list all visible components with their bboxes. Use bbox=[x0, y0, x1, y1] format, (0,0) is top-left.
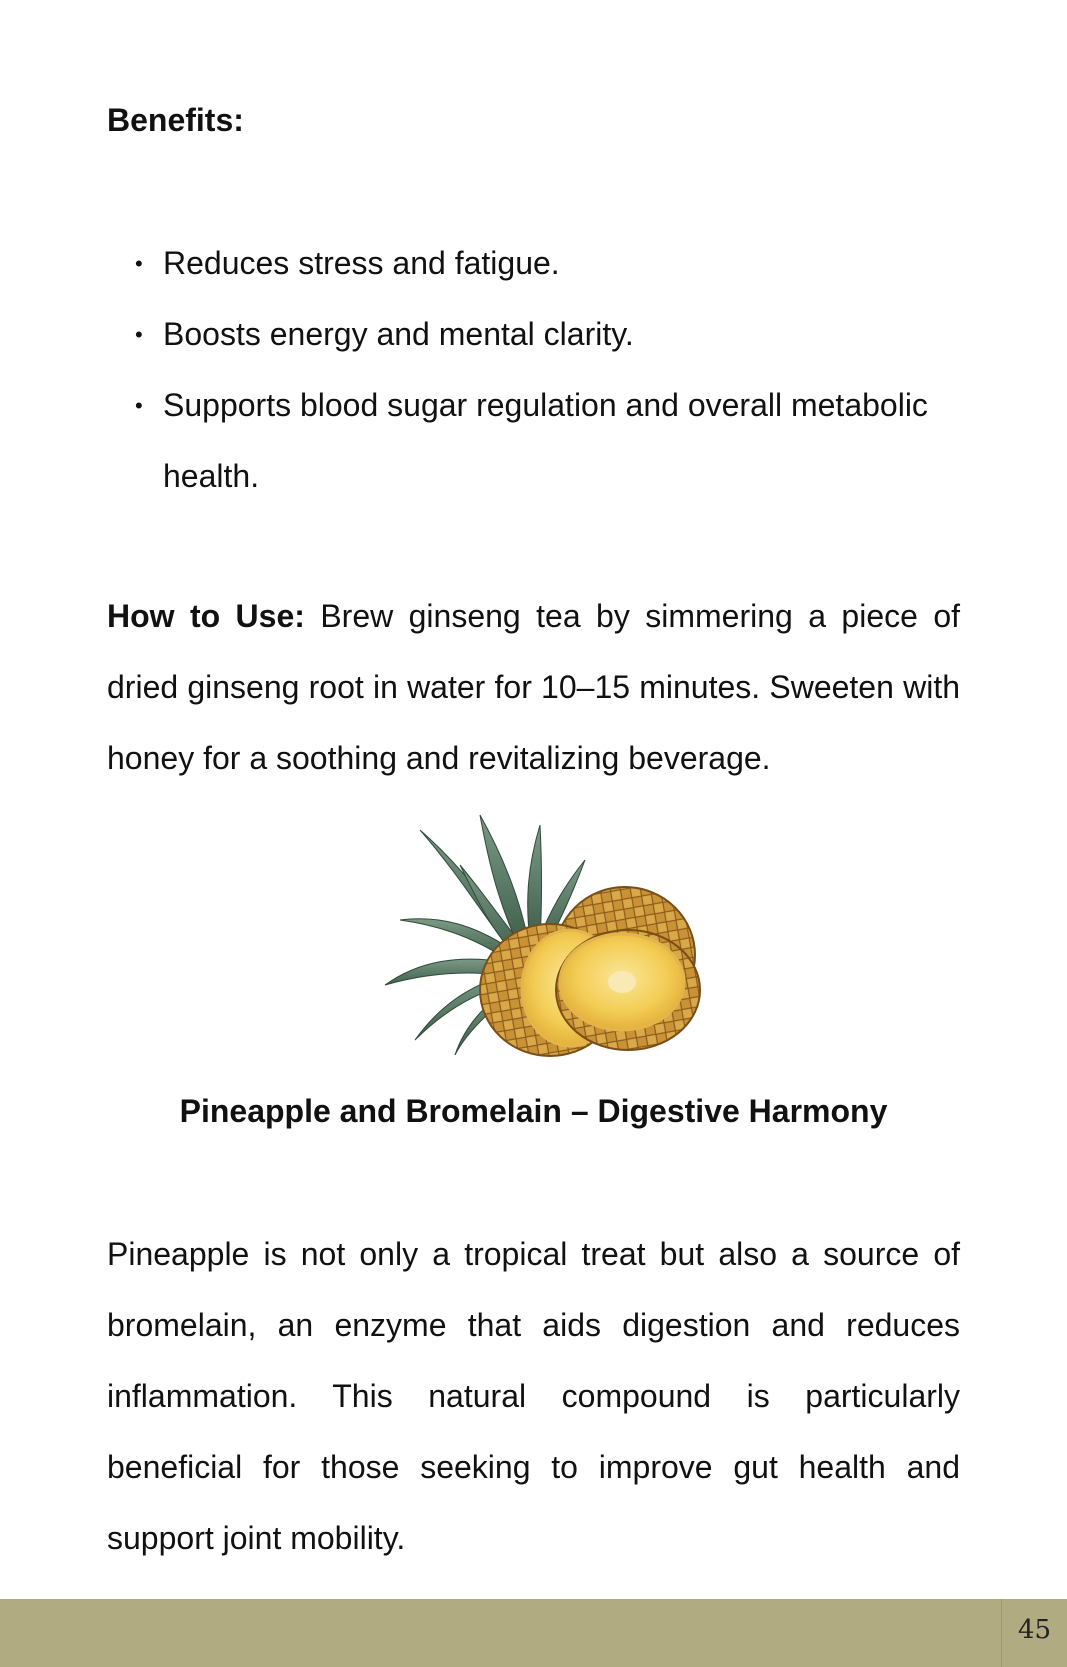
benefits-heading: Benefits: bbox=[107, 102, 244, 138]
how-to-use-text: Brew ginseng tea by simmering a piece of dried ginseng root in water for 10–15 minutes. Sweeten with honey for a soothing and revitalizing beverage. bbox=[107, 598, 961, 776]
pineapple-section-body: Pineapple is not only a tropical treat but also a source of bromelain, an enzyme that aids digestion and reduces inflammation. This natural compound is particularly beneficial for those seeking to improve gut health and support joint mobility. bbox=[107, 1236, 960, 1556]
list-item bbox=[107, 228, 960, 299]
how-to-use-paragraph bbox=[107, 581, 960, 794]
list-item bbox=[107, 299, 960, 370]
footer-bar bbox=[0, 1599, 1067, 1667]
bullet-icon: • bbox=[135, 393, 143, 418]
page-number: 45 bbox=[1001, 1599, 1067, 1667]
pineapple-right-slice bbox=[556, 930, 700, 1050]
benefit-text: Reduces stress and fatigue. bbox=[163, 245, 560, 281]
pineapple-section-title: Pineapple and Bromelain – Digestive Harmony bbox=[179, 1093, 888, 1129]
bullet-icon: • bbox=[135, 322, 143, 347]
pineapple-illustration-icon bbox=[360, 810, 708, 1060]
benefit-text: Boosts energy and mental clarity. bbox=[163, 316, 634, 352]
list-item bbox=[107, 370, 960, 512]
benefit-text: Supports blood sugar regulation and overall metabolic health. bbox=[163, 387, 928, 494]
how-to-use-label: How to Use: bbox=[107, 598, 305, 634]
benefits-list bbox=[107, 228, 960, 512]
bullet-icon: • bbox=[135, 251, 143, 276]
